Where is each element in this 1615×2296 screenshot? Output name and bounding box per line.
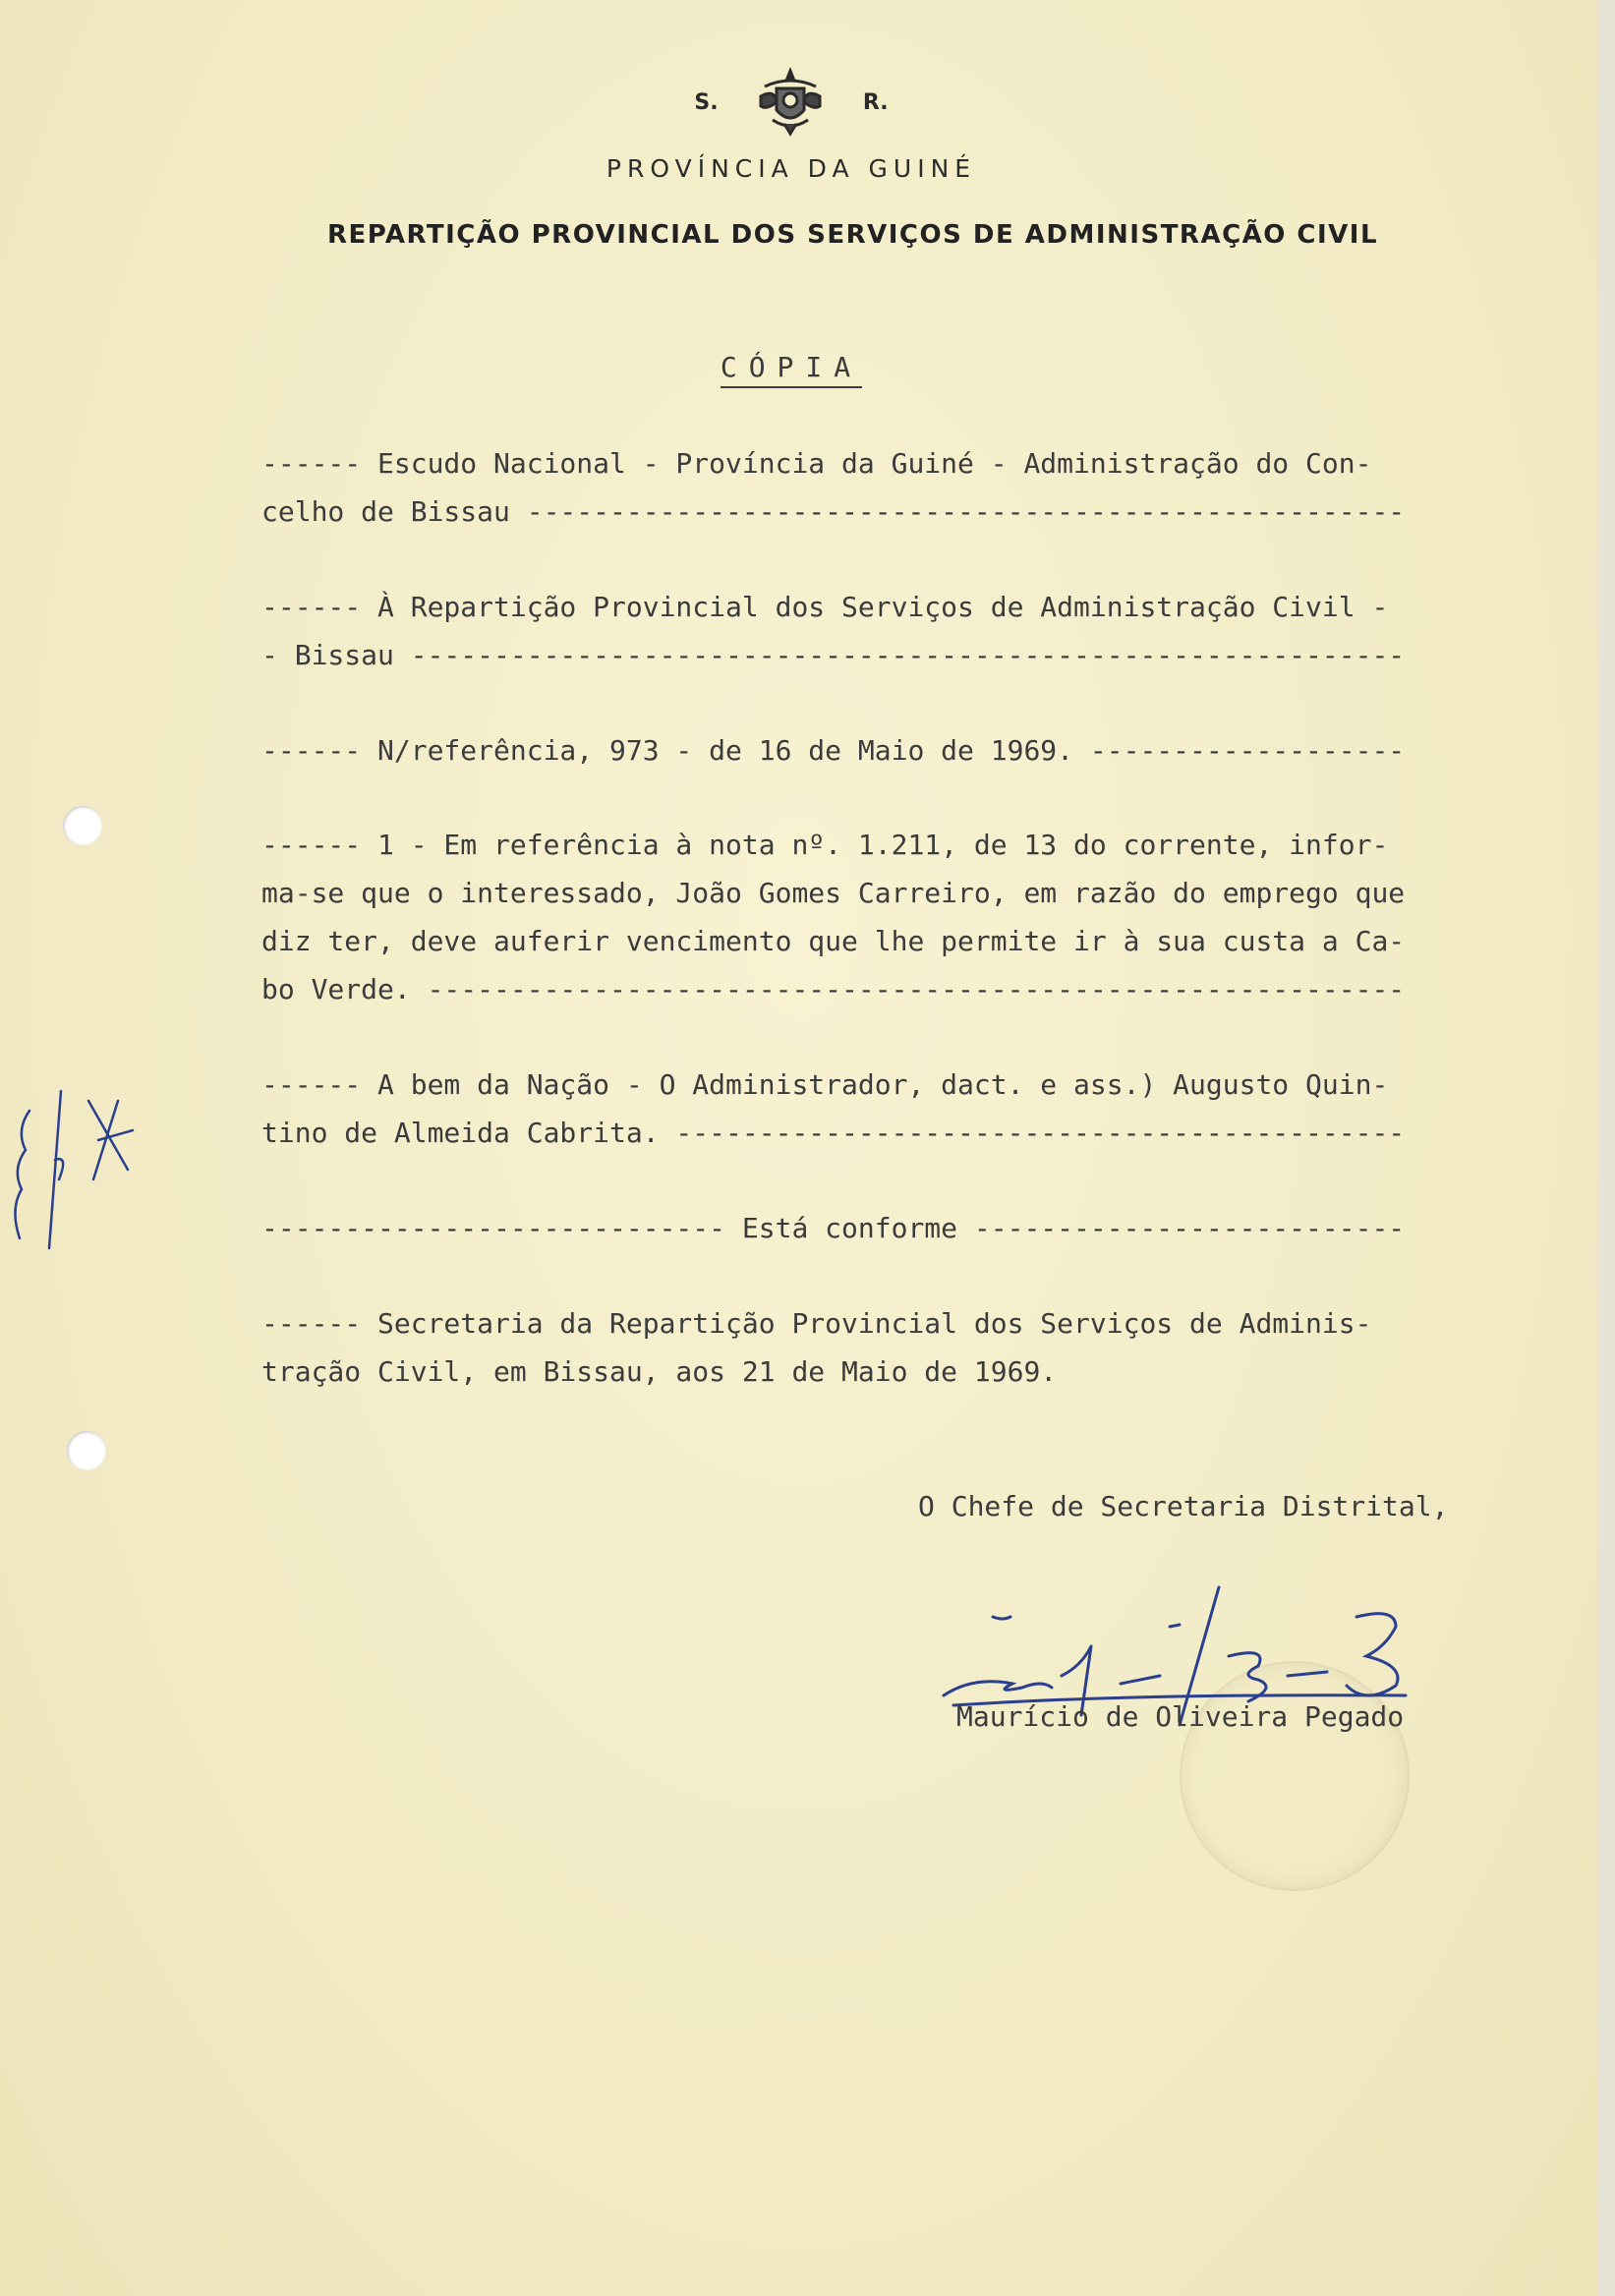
paragraph-body: ------ 1 - Em referência à nota nº. 1.211, de 13 do corrente, infor- ma-se que o interessado, João Gomes Carreiro, em razão do emprego que diz ter, deve auferir vencimento que lhe permite ir à sua custa a Ca- bo Verde. ----------------------------------------------------------- bbox=[261, 829, 1406, 1005]
paragraph-reference: ------ N/referência, 973 - de 16 de Maio de 1969. ------------------- bbox=[261, 734, 1406, 767]
paragraph-secretariat: ------ Secretaria da Repartição Provincial dos Serviços de Adminis- tração Civil, em Bissau, aos 21 de Maio de 1969. bbox=[261, 1307, 1372, 1388]
province-heading: PROVÍNCIA DA GUINÉ bbox=[606, 154, 977, 183]
paragraph-administrator: ------ A bem da Nação - O Administrador, dact. e ass.) Augusto Quin- tino de Almeida Cabrita. -------------------------------------------- bbox=[261, 1068, 1406, 1149]
coat-of-arms-icon bbox=[755, 67, 826, 138]
paragraph-conformity: ---------------------------- Está conforme -------------------------- bbox=[261, 1212, 1406, 1244]
punch-hole-bottom bbox=[67, 1431, 106, 1470]
office-heading: REPARTIÇÃO PROVINCIAL DOS SERVIÇOS DE ADMINISTRAÇÃO CIVIL bbox=[326, 220, 1379, 250]
punch-hole-top bbox=[63, 806, 102, 845]
header-letter-left: S. bbox=[694, 89, 719, 115]
paragraph-origin: ------ Escudo Nacional - Província da Guiné - Administração do Con- celho de Bissau ----------------------------------------------------- bbox=[261, 447, 1406, 528]
header-sr-line bbox=[0, 67, 1583, 138]
scan-backdrop bbox=[1597, 0, 1615, 2296]
header-letter-right: R. bbox=[862, 89, 889, 115]
document-title bbox=[0, 351, 1583, 383]
signatory-name: Maurício de Oliveira Pegado bbox=[956, 1700, 1405, 1733]
document-title-text: CÓPIA bbox=[721, 351, 862, 388]
closing-line: O Chefe de Secretaria Distrital, bbox=[918, 1490, 1449, 1522]
margin-handwritten-note bbox=[0, 1062, 147, 1258]
paragraph-recipient: ------ À Repartição Provincial dos Serviços de Administração Civil - - Bissau ------------------------------------------------------------ bbox=[261, 591, 1406, 671]
